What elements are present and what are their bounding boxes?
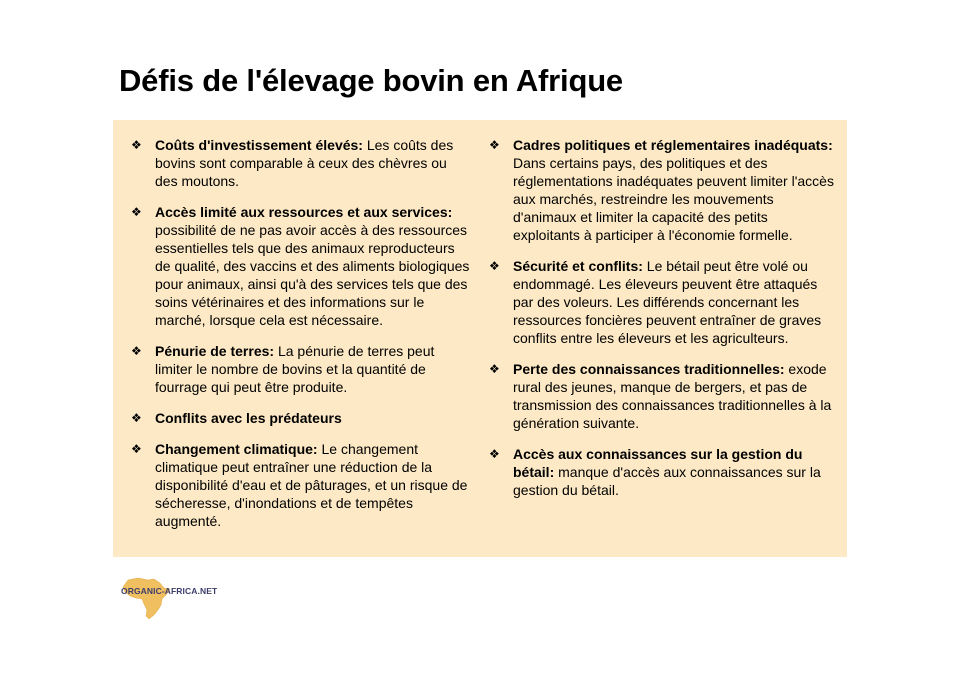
logo-text-part2: AFRICA.NET bbox=[164, 586, 218, 596]
item-label: Coûts d'investissement élevés: bbox=[155, 137, 363, 153]
diamond-bullet-icon: ❖ bbox=[489, 259, 500, 273]
diamond-bullet-icon: ❖ bbox=[489, 138, 500, 152]
bullet-item bbox=[131, 409, 473, 427]
diamond-bullet-icon: ❖ bbox=[131, 138, 142, 152]
item-text: Dans certains pays, des politiques et des réglementations inadéquates peuvent limiter l'accès aux marchés, restreindre les mouvements d'animaux et limiter la capacité des petits exploitants à participer à l'économie formelle. bbox=[513, 155, 834, 243]
item-label: Changement climatique: bbox=[155, 441, 318, 457]
item-label: Conflits avec les prédateurs bbox=[155, 410, 342, 426]
diamond-bullet-icon: ❖ bbox=[131, 442, 142, 456]
diamond-bullet-icon: ❖ bbox=[131, 344, 142, 358]
item-label: Accès limité aux ressources et aux services: bbox=[155, 204, 453, 220]
item-label: Pénurie de terres: bbox=[155, 343, 275, 359]
diamond-bullet-icon: ❖ bbox=[131, 205, 142, 219]
item-label: Perte des connaissances traditionnelles: bbox=[513, 361, 785, 377]
bullet-item bbox=[489, 257, 835, 347]
africa-map-shape bbox=[123, 578, 170, 619]
content-box bbox=[113, 120, 847, 557]
bullet-item bbox=[489, 136, 835, 244]
africa-map-icon bbox=[118, 577, 180, 621]
diamond-bullet-icon: ❖ bbox=[131, 411, 142, 425]
bullet-item bbox=[489, 445, 835, 499]
item-text: La pénurie de terres peut limiter le nombre de bovins et la quantité de fourrage qui peut être produite. bbox=[155, 343, 435, 395]
bullet-item bbox=[489, 360, 835, 432]
left-column bbox=[131, 136, 473, 543]
item-label: Sécurité et conflits: bbox=[513, 258, 643, 274]
organic-africa-logo bbox=[118, 577, 218, 621]
diamond-bullet-icon: ❖ bbox=[489, 447, 500, 461]
item-text: Le bétail peut être volé ou endommagé. Les éleveurs peuvent être attaqués par des voleurs. Les différends concernant les ressources foncières peuvent entraîner de graves conflits entre les éleveurs et les agriculteurs. bbox=[513, 258, 822, 346]
item-label: Cadres politiques et réglementaires inadéquats: bbox=[513, 137, 833, 153]
bullet-item bbox=[131, 440, 473, 530]
logo-text bbox=[121, 586, 217, 596]
logo-text-part1: ORGANIC- bbox=[121, 586, 165, 596]
slide-title: Défis de l'élevage bovin en Afrique bbox=[119, 63, 623, 98]
bullet-item bbox=[131, 342, 473, 396]
diamond-bullet-icon: ❖ bbox=[489, 362, 500, 376]
item-label: Accès aux connaissances sur la gestion du bétail: bbox=[513, 446, 803, 480]
item-text: manque d'accès aux connaissances sur la gestion du bétail. bbox=[513, 464, 821, 498]
bullet-item bbox=[131, 203, 473, 329]
item-text: possibilité de ne pas avoir accès à des ressources essentielles tels que des animaux reproducteurs de qualité, des vaccins et des aliments biologiques pour animaux, ainsi qu'à des services tels que des soins vétérinaires et des informations sur le marché, lorsque cela est nécessaire. bbox=[155, 222, 470, 328]
item-text: exode rural des jeunes, manque de bergers, et pas de transmission des connaissances traditionnelles à la génération suivante. bbox=[513, 361, 832, 431]
item-text: Les coûts des bovins sont comparable à ceux des chèvres ou des moutons. bbox=[155, 137, 454, 189]
right-column bbox=[489, 136, 835, 512]
bullet-item bbox=[131, 136, 473, 190]
item-text: Le changement climatique peut entraîner une réduction de la disponibilité d'eau et de pâturages, et un risque de sécheresse, d'inondations et de tempêtes augmenté. bbox=[155, 441, 468, 529]
